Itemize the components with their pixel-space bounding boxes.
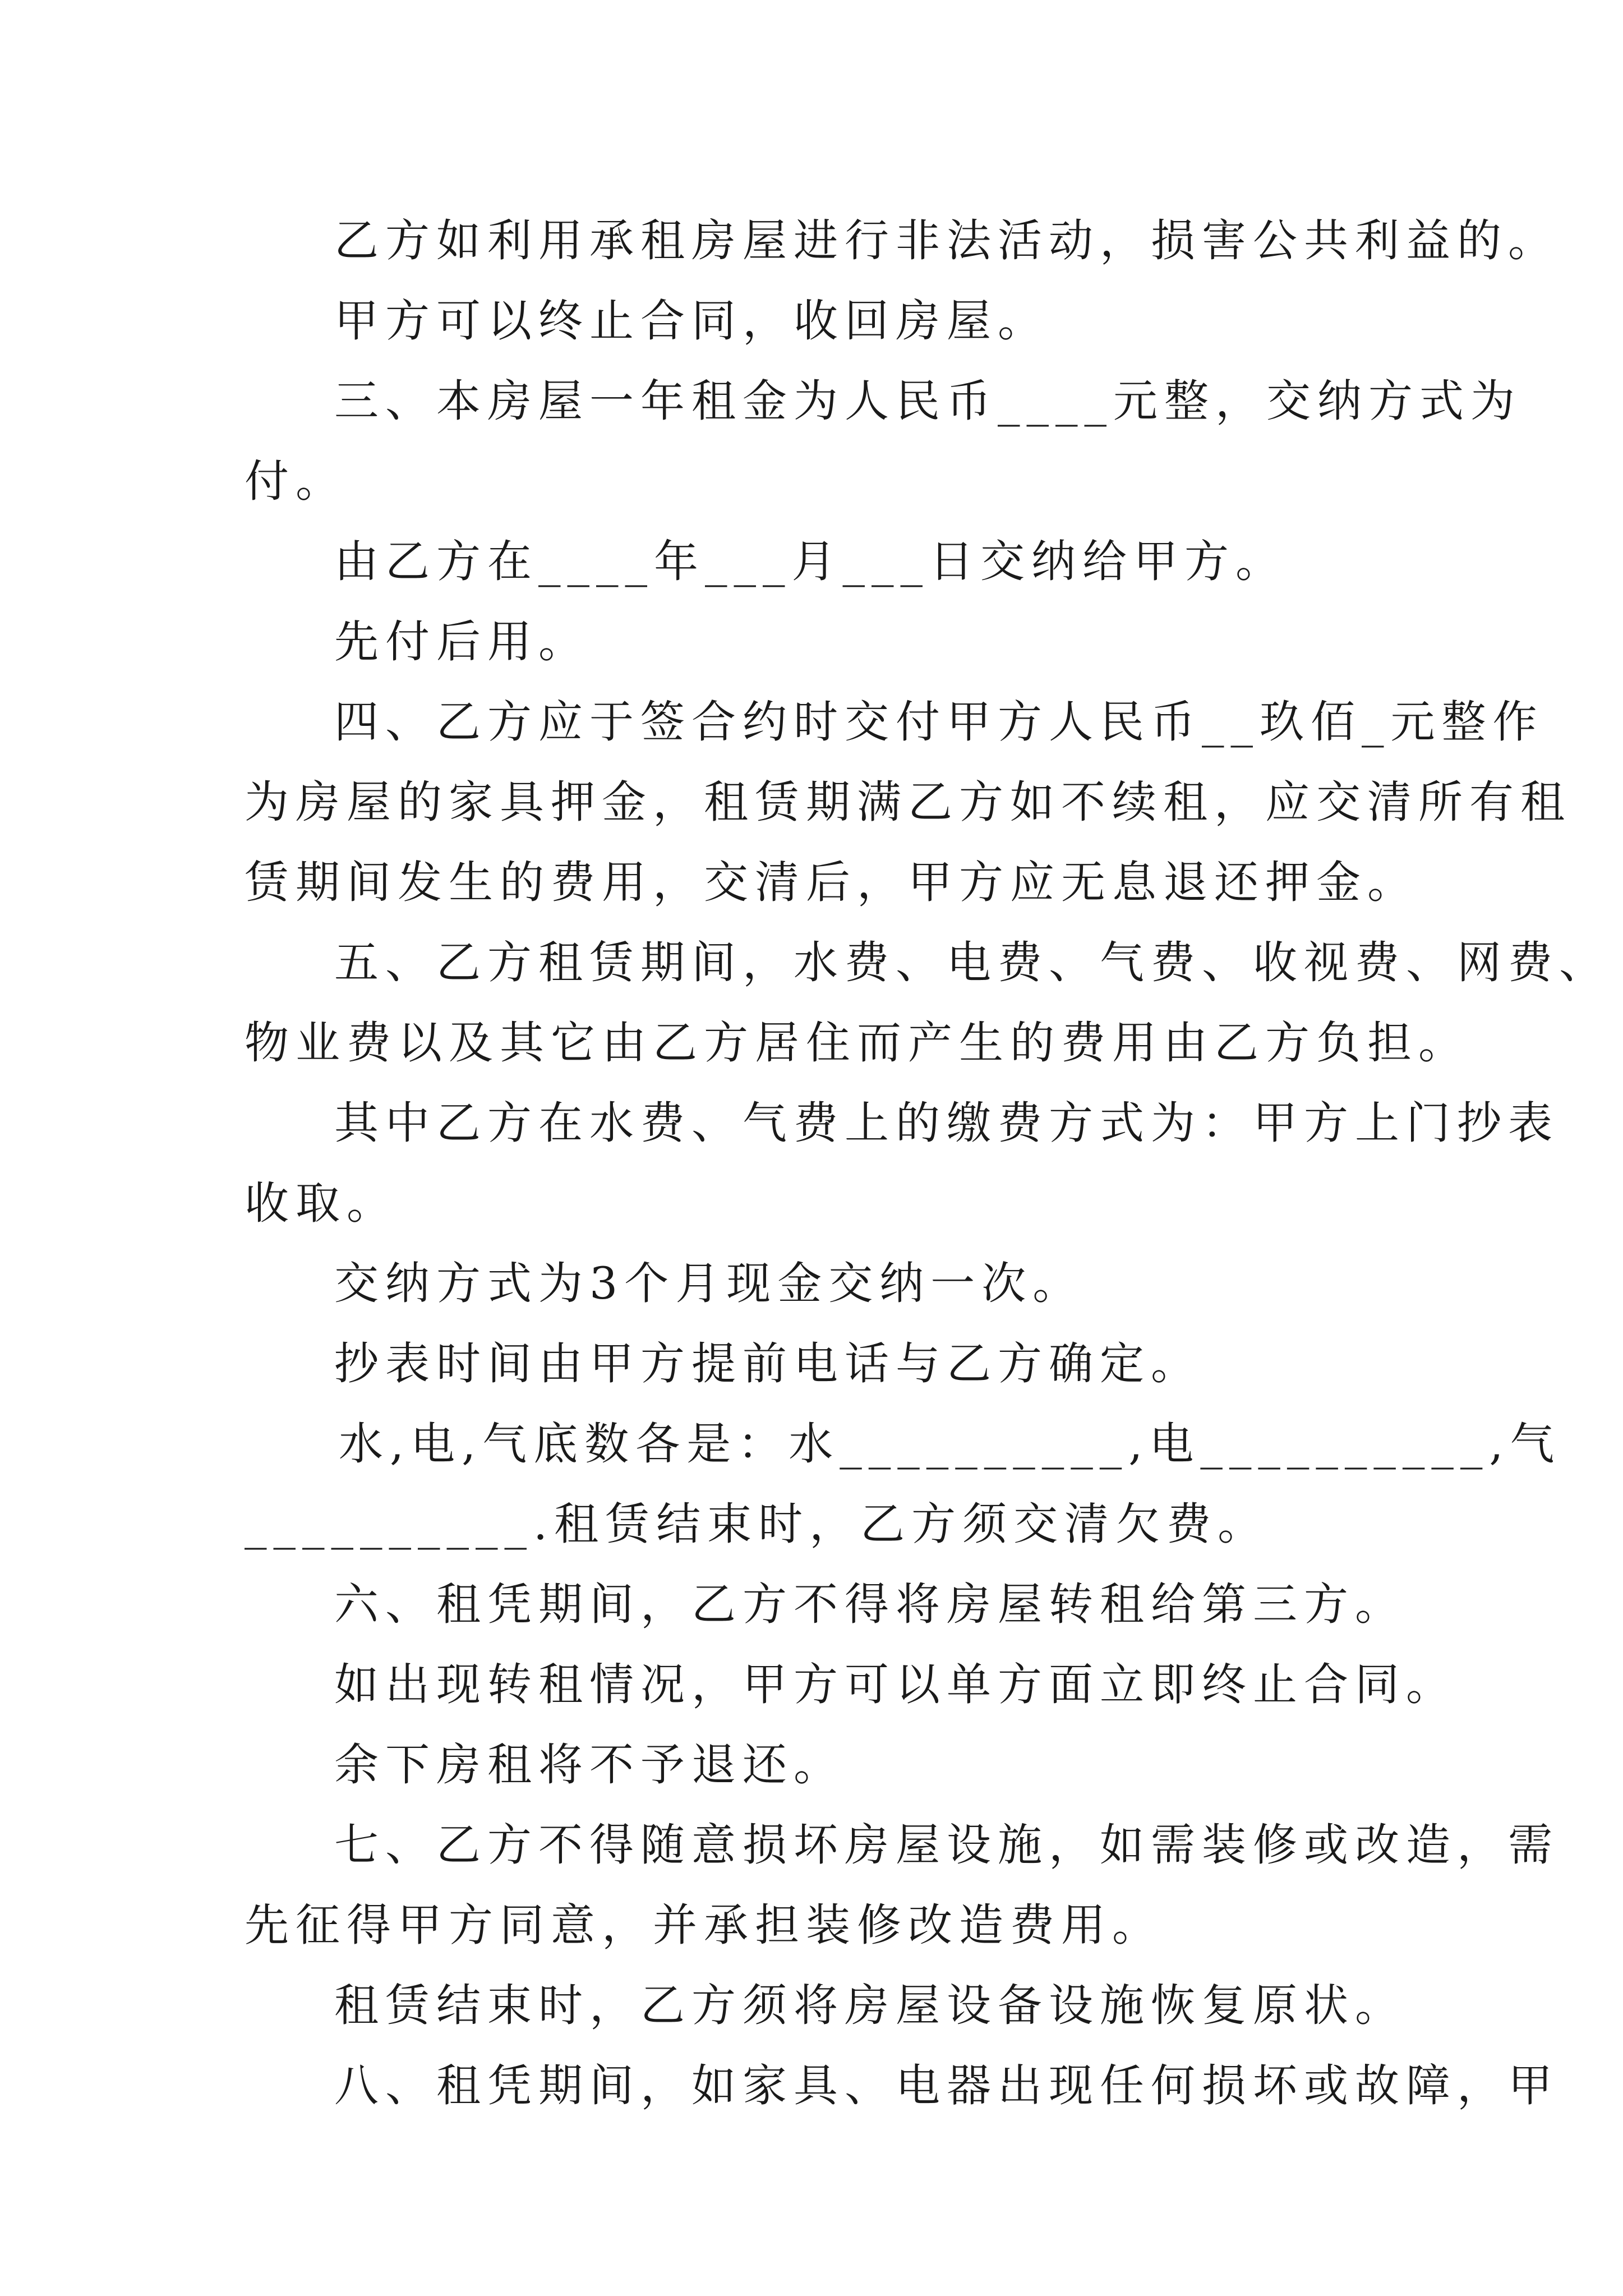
paragraph-line: 七、乙方不得随意损坏房屋设施，如需装修或改造，需 xyxy=(334,1819,1559,1871)
paragraph-line: 六、租凭期间，乙方不得将房屋转租给第三方。 xyxy=(334,1579,1406,1630)
paragraph-line: 收取。 xyxy=(245,1177,398,1229)
paragraph-line: 如出现转租情况，甲方可以单方面立即终止合同。 xyxy=(334,1659,1457,1710)
paragraph-line: 四、乙方应于签合约时交付甲方人民币__玖佰_元整作 xyxy=(334,696,1544,748)
paragraph-line: 先征得甲方同意，并承担装修改造费用。 xyxy=(245,1899,1163,1951)
paragraph-line: 由乙方在____年___月___日交纳给甲方。 xyxy=(334,536,1287,587)
paragraph-line: 抄表时间由甲方提前电话与乙方确定。 xyxy=(334,1338,1202,1389)
paragraph-line: 甲方可以终止合同，收回房屋。 xyxy=(334,295,1049,347)
paragraph-line: 三、本房屋一年租金为人民币____元整，交纳方式为 xyxy=(334,375,1521,427)
paragraph-line: 乙方如利用承租房屋进行非法活动，损害公共利益的。 xyxy=(334,215,1559,266)
paragraph-line: 余下房租将不予退还。 xyxy=(334,1739,845,1791)
paragraph-line: 交纳方式为3个月现金交纳一次。 xyxy=(334,1258,1084,1309)
paragraph-line: 先付后用。 xyxy=(334,616,589,668)
paragraph-line: 租赁结束时，乙方须将房屋设备设施恢复原状。 xyxy=(334,1980,1406,2031)
paragraph-line: __________.租赁结束时，乙方须交清欠费。 xyxy=(245,1498,1269,1550)
paragraph-line: 为房屋的家具押金，租赁期满乙方如不续租，应交清所有租 xyxy=(245,776,1571,828)
document-body xyxy=(245,201,1610,2126)
paragraph-line: 赁期间发生的费用，交清后，甲方应无息退还押金。 xyxy=(245,857,1418,908)
paragraph-line: 水,电,气底数各是：水__________,电__________,气 xyxy=(339,1418,1561,1470)
paragraph-line: 付。 xyxy=(245,455,347,507)
paragraph-line: 五、乙方租赁期间，水费、电费、气费、收视费、网费、 xyxy=(334,937,1610,988)
paragraph-line: 其中乙方在水费、气费上的缴费方式为：甲方上门抄表 xyxy=(334,1097,1559,1149)
paragraph-line: 八、租凭期间，如家具、电器出现任何损坏或故障，甲 xyxy=(334,2060,1559,2111)
paragraph-line: 物业费以及其它由乙方居住而产生的费用由乙方负担。 xyxy=(245,1017,1469,1069)
